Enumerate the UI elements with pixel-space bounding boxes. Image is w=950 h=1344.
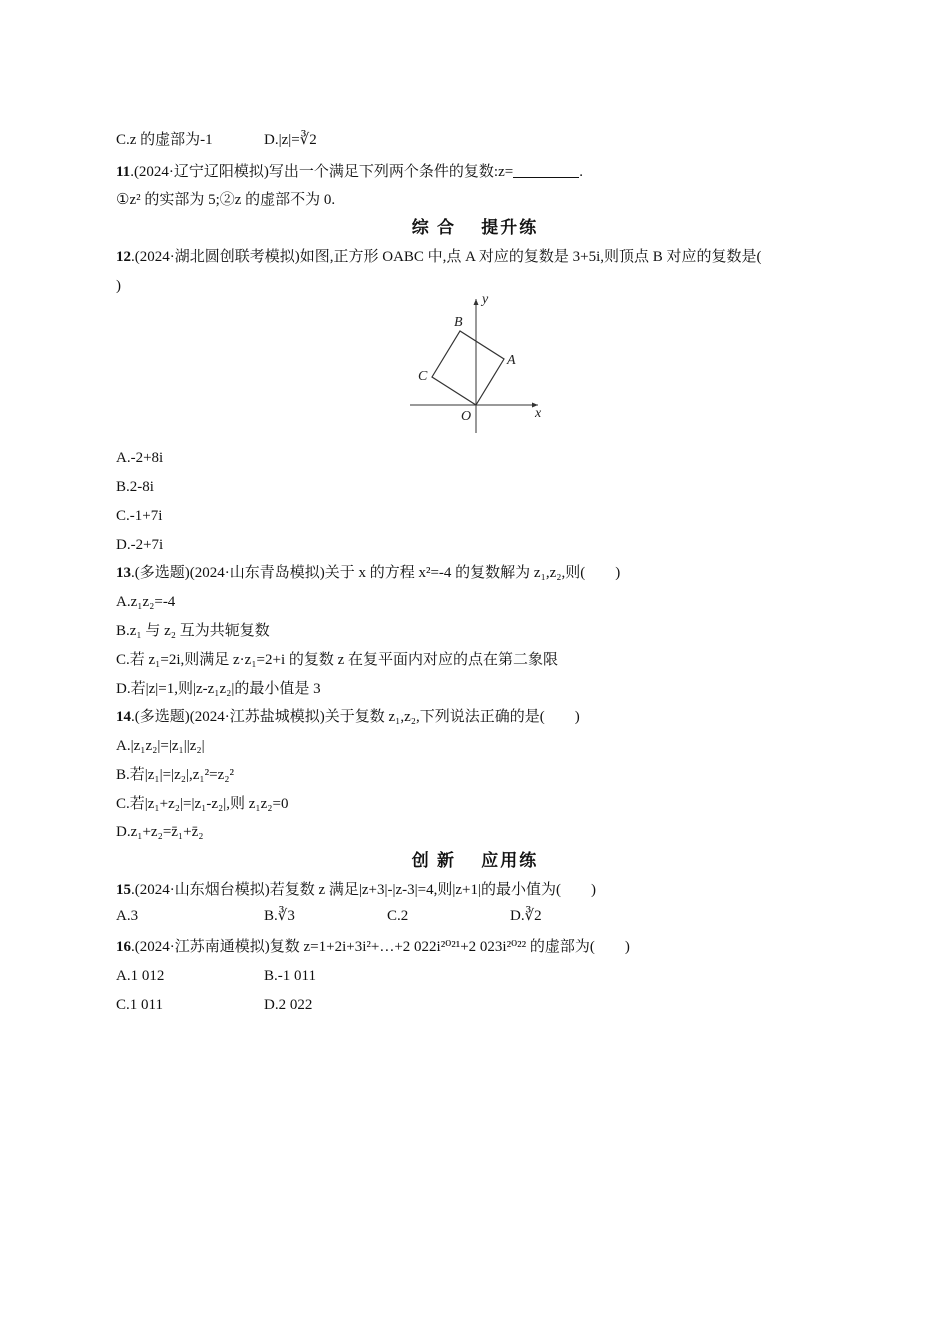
q15-option-b: B.∛3 [264,908,295,924]
question-16 [116,937,630,957]
square-figure [400,293,550,438]
q16-option-a: A.1 012 [116,968,165,984]
q12-option-c: C.-1+7i [116,508,163,524]
question-11-conditions: ①z² 的实部为 5;②z 的虚部不为 0. [116,192,336,208]
question-text: .(2024·湖北圆创联考模拟)如图,正方形 OABC 中,点 A 对应的复数是 3+5i,则顶点 B 对应的复数是( [131,249,762,265]
q14-option-a: A.|z₁z₂|=|z₁||z₂| [116,738,205,754]
q16-option-b: B.-1 011 [264,968,316,984]
q15-option-c: C.2 [387,908,409,924]
q12-option-a: A.-2+8i [116,450,164,466]
question-number: 13 [116,565,131,581]
period: . [579,164,583,180]
question-12 [116,247,762,267]
q13-option-b: B.z₁ 与 z₂ 互为共轭复数 [116,623,270,639]
question-13 [116,563,620,583]
y-axis-arrow [474,299,479,305]
q16-option-c: C.1 011 [116,997,163,1013]
question-14 [116,707,580,727]
label-b: B [454,315,463,330]
q14-option-c: C.若|z₁+z₂|=|z₁-z₂|,则 z₁z₂=0 [116,796,289,812]
label-o: O [461,409,472,424]
q13-option-a: A.z₁z₂=-4 [116,594,176,610]
question-number: 12 [116,249,131,265]
label-x: x [535,406,542,421]
question-text: .(2024·江苏南通模拟)复数 z=1+2i+3i²+…+2 022i²⁰²¹+2 023i²⁰²² 的虚部为( ) [131,939,630,955]
q16-option-d: D.2 022 [264,997,313,1013]
question-text: .(多选题)(2024·山东青岛模拟)关于 x 的方程 x²=-4 的复数解为 z₁,z₂,则( ) [131,565,621,581]
square-oabc [432,331,504,405]
question-15 [116,880,596,900]
label-a: A [507,353,516,368]
label-c: C [418,369,428,384]
q15-option-d: D.∛2 [510,908,542,924]
question-number: 16 [116,939,131,955]
q13-option-c: C.若 z₁=2i,则满足 z·z₁=2+i 的复数 z 在复平面内对应的点在第二象限 [116,652,559,668]
question-number: 15 [116,882,131,898]
q14-option-b: B.若|z₁|=|z₂|,z₁²=z₂² [116,767,234,783]
question-12-close-paren: ) [116,278,121,294]
question-text: .(2024·山东烟台模拟)若复数 z 满足|z+3|-|z-3|=4,则|z+1|的最小值为( ) [131,882,596,898]
question-number: 14 [116,709,131,725]
q14-option-d: D.z₁+z₂=z̄₁+z̄₂ [116,824,204,840]
question-text: .(2024·辽宁辽阳模拟)写出一个满足下列两个条件的复数:z= [130,164,514,180]
q10-option-d: D.|z|=∛2 [264,132,317,148]
q15-option-a: A.3 [116,908,139,924]
q10-option-c: C.z 的虚部为-1 [116,132,213,148]
answer-blank[interactable] [513,163,579,178]
q12-option-b: B.2-8i [116,479,154,495]
question-11 [116,162,583,182]
question-text: .(多选题)(2024·江苏盐城模拟)关于复数 z₁,z₂,下列说法正确的是( ) [131,709,580,725]
q12-option-d: D.-2+7i [116,537,164,553]
section-title-comprehensive: 综 合 提升练 [411,218,539,237]
label-y: y [482,293,489,307]
q13-option-d: D.若|z|=1,则|z-z₁z₂|的最小值是 3 [116,681,321,697]
section-title-innovation: 创 新 应用练 [411,851,539,870]
question-number: 11 [116,164,131,180]
